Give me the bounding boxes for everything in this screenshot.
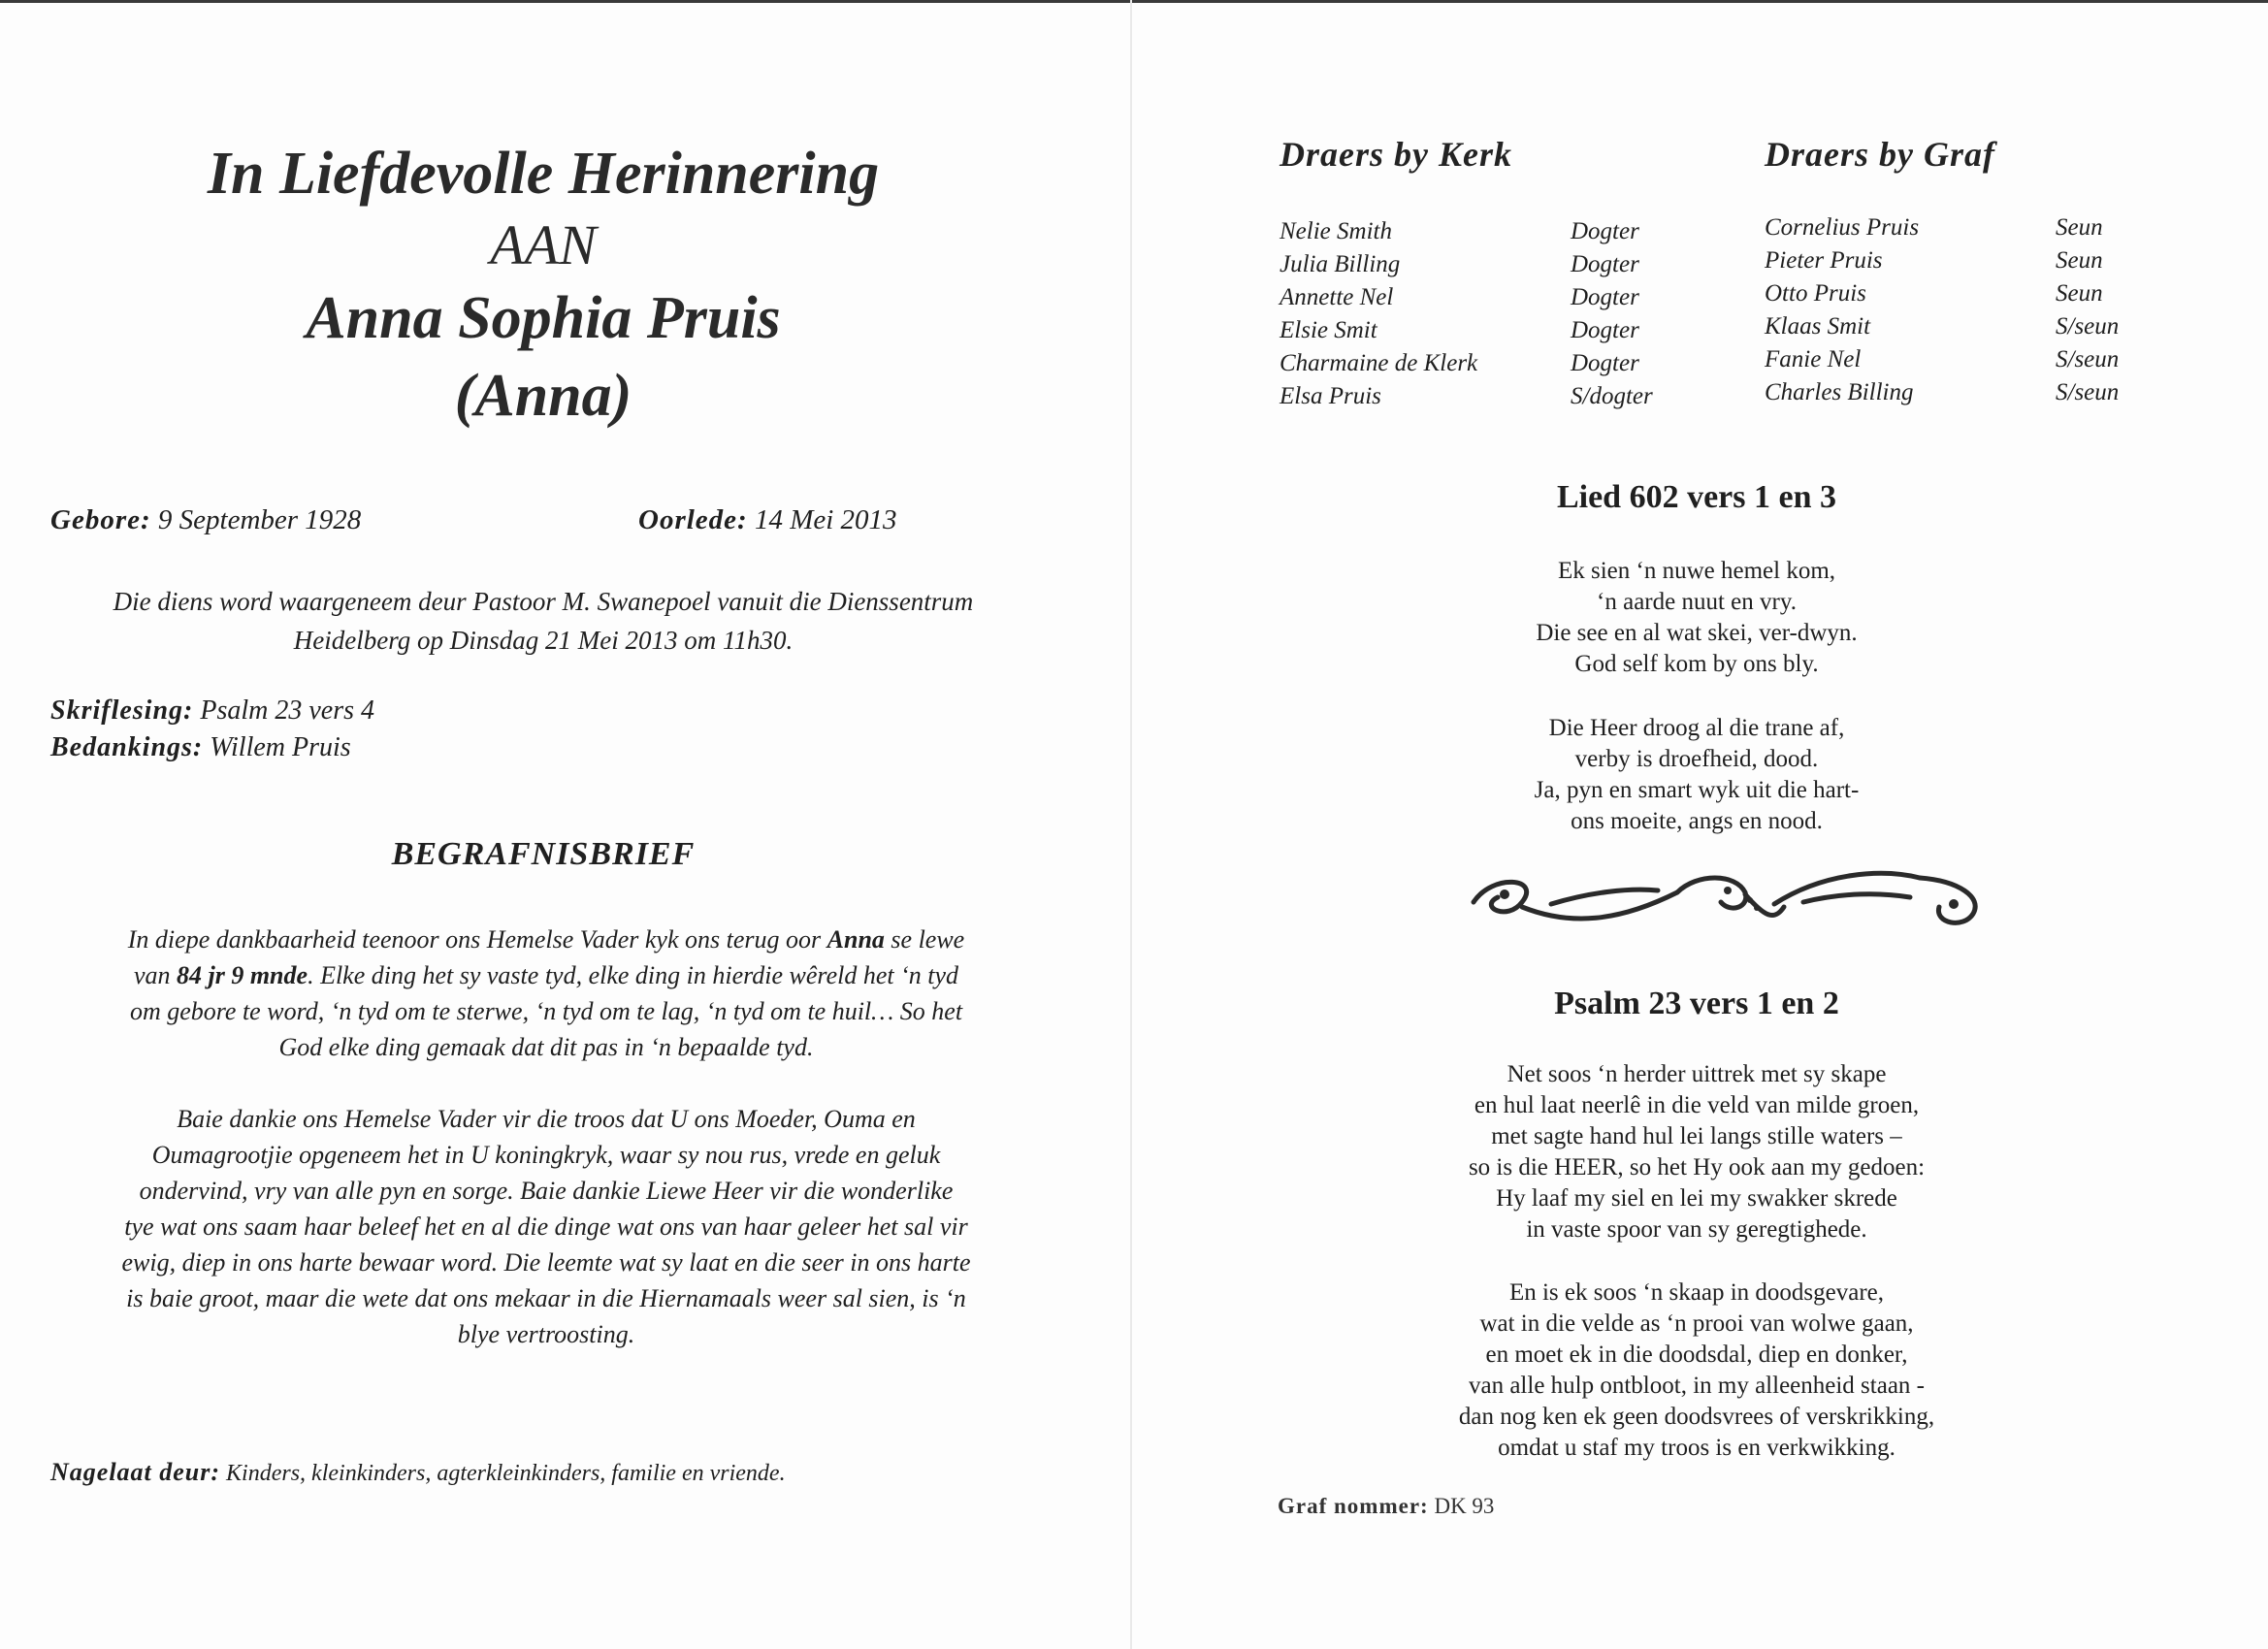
grave-bearer-name: Klaas Smit xyxy=(1765,313,1871,340)
p1-line-2 xyxy=(47,957,1046,993)
grave-bearer-relation: S/seun xyxy=(2056,379,2120,405)
heading-line-1: In Liefdevolle Herinnering xyxy=(207,141,880,207)
p1-line-2a: van xyxy=(133,961,177,989)
p1-line-2b: . Elke ding het sy vaste tyd, elke ding in hierdie wêreld het ‘n tyd xyxy=(308,961,959,989)
grave-bearer-name: Charles Billing xyxy=(1765,379,1914,405)
verse-line: ‘n aarde nuut en vry. xyxy=(1597,589,1797,615)
grave-bearer-relation: Seun xyxy=(2056,280,2103,307)
church-bearer-relation: Dogter xyxy=(1571,350,1639,376)
verse-line: so is die HEER, so het Hy ook aan my gedoen: xyxy=(1468,1154,1926,1180)
church-bearer-name: Elsa Pruis xyxy=(1280,383,1381,409)
survived-by xyxy=(50,1458,786,1487)
verse-line: wat in die velde as ‘n prooi van wolwe gaan, xyxy=(1479,1310,1914,1337)
service-line-1: Die diens word waargeneem deur Pastoor M. Swanepoel vanuit die Dienssentrum xyxy=(113,587,974,616)
p2-line-2: Oumagrootjie opgeneem het in U koningkryk, waar sy nou rus, vrede en geluk xyxy=(151,1141,941,1169)
verse-line: Ek sien ‘n nuwe hemel kom, xyxy=(1557,558,1836,584)
grave-number xyxy=(1278,1494,1494,1519)
died-date xyxy=(638,504,897,536)
p2-line-6: is baie groot, maar die wete dat ons mekaar in die Hiernamaals weer sal sien, is ‘n xyxy=(126,1284,966,1312)
p2-line-1: Baie dankie ons Hemelse Vader vir die troos dat U ons Moeder, Ouma en xyxy=(177,1105,916,1133)
verse-line: met sagte hand hul lei langs stille waters – xyxy=(1491,1123,1902,1149)
church-bearer-name: Charmaine de Klerk xyxy=(1280,350,1478,376)
grave-bearer-name: Cornelius Pruis xyxy=(1765,214,1920,241)
grave-bearer-relations xyxy=(2056,211,2119,409)
grave-number-value: DK 93 xyxy=(1434,1494,1495,1518)
grave-bearer-names xyxy=(1765,211,1919,409)
hymn-1-title: Lied 602 vers 1 en 3 xyxy=(1556,479,1837,515)
survived-value: Kinders, kleinkinders, agterkleinkinders, familie en vriende. xyxy=(226,1461,786,1486)
hymn-2-verse-2 xyxy=(1250,1277,2143,1464)
born-value: 9 September 1928 xyxy=(157,504,362,535)
born-date xyxy=(50,504,361,536)
survived-label: Nagelaat deur: xyxy=(50,1458,221,1486)
verse-line: dan nog ken ek geen doodsvrees of verskrikking, xyxy=(1458,1404,1935,1430)
grave-bearer-relation: S/seun xyxy=(2056,313,2120,340)
reading-and-thanks xyxy=(50,693,374,766)
church-bearer-names xyxy=(1280,215,1477,413)
church-bearer-relation: Dogter xyxy=(1571,251,1639,277)
p1-line-4: God elke ding gemaak dat dit pas in ‘n bepaalde tyd. xyxy=(278,1033,814,1061)
reading-row xyxy=(50,693,374,729)
verse-line: Die see en al wat skei, ver-dwyn. xyxy=(1536,620,1858,646)
verse-line: van alle hulp ontbloot, in my alleenheid staan - xyxy=(1468,1373,1926,1399)
church-bearer-relation: Dogter xyxy=(1571,284,1639,310)
verse-line: en moet ek in die doodsdal, diep en donker, xyxy=(1485,1342,1908,1368)
p2-line-4: tye wat ons saam haar beleef het en al die dinge wat ons van haar geleer het sal vir xyxy=(124,1212,968,1241)
church-bearer-relation: S/dogter xyxy=(1571,383,1653,409)
hymn-2-title: Psalm 23 vers 1 en 2 xyxy=(1554,986,1839,1021)
scroll-flourish-icon xyxy=(1454,854,1997,941)
verse-line: God self kom by ons bly. xyxy=(1574,651,1819,677)
verse-line: Ja, pyn en smart wyk uit die hart- xyxy=(1534,777,1860,803)
church-bearer-name: Julia Billing xyxy=(1280,251,1401,277)
died-label: Oorlede: xyxy=(638,504,748,535)
verse-line: En is ek soos ‘n skaap in doodsgevare, xyxy=(1508,1279,1885,1306)
grave-bearer-name: Fanie Nel xyxy=(1765,346,1862,372)
verse-line: Die Heer droog al die trane af, xyxy=(1548,715,1845,741)
hymn-2-verse-1 xyxy=(1250,1059,2143,1245)
died-value: 14 Mei 2013 xyxy=(754,504,897,535)
verse-line: en hul laat neerlê in die veld van milde groen, xyxy=(1474,1092,1920,1118)
grave-bearer-relation: S/seun xyxy=(2056,346,2120,372)
grave-number-label: Graf nommer: xyxy=(1278,1494,1429,1518)
church-bearer-relation: Dogter xyxy=(1571,317,1639,343)
verse-line: verby is droefheid, dood. xyxy=(1574,746,1819,772)
thanks-label: Bedankings: xyxy=(50,732,204,762)
p1-name: Anna xyxy=(826,925,885,954)
grave-bearer-name: Otto Pruis xyxy=(1765,280,1866,307)
church-bearer-name: Annette Nel xyxy=(1280,284,1394,310)
p1-age: 84 jr 9 mnde xyxy=(176,961,308,989)
thanks-value: Willem Pruis xyxy=(210,732,351,762)
verse-line: omdat u staf my troos is en verkwikking. xyxy=(1498,1435,1895,1461)
grave-bearer-name: Pieter Pruis xyxy=(1765,247,1883,274)
p1-line-1a: In diepe dankbaarheid teenoor ons Hemelse Vader kyk ons terug oor xyxy=(127,925,827,954)
letter-title: BEGRAFNISBRIEF xyxy=(391,836,696,872)
church-bearers-title: Draers by Kerk xyxy=(1280,135,1512,174)
hymn-1-verse-1 xyxy=(1250,556,2143,680)
born-label: Gebore: xyxy=(50,504,151,535)
church-bearer-relation: Dogter xyxy=(1571,218,1639,244)
letter-paragraph-1 xyxy=(47,922,1046,1065)
heading-line-2: AAN xyxy=(490,213,597,276)
verse-line: in vaste spoor van sy geregtighede. xyxy=(1526,1216,1867,1243)
memorial-heading xyxy=(87,136,999,435)
grave-bearers-title: Draers by Graf xyxy=(1765,135,1995,174)
p1-line-3: om gebore te word, ‘n tyd om te sterwe, ‘n tyd om te lag, ‘n tyd om te huil… So het xyxy=(129,997,963,1025)
church-bearer-name: Nelie Smith xyxy=(1280,218,1392,244)
p2-line-7: blye vertroosting. xyxy=(457,1320,635,1348)
reading-value: Psalm 23 vers 4 xyxy=(200,695,375,726)
letter-paragraph-2 xyxy=(47,1101,1046,1352)
reading-label: Skriflesing: xyxy=(50,695,194,726)
p1-line-1b: se lewe xyxy=(884,925,965,954)
verse-line: Net soos ‘n herder uittrek met sy skape xyxy=(1507,1061,1887,1087)
church-bearer-name: Elsie Smit xyxy=(1280,317,1377,343)
church-bearer-relations xyxy=(1571,215,1653,413)
p2-line-5: ewig, diep in ons harte bewaar word. Die leemte wat sy laat en die seer in ons harte xyxy=(121,1248,971,1277)
thanks-row xyxy=(50,729,374,766)
deceased-name: Anna Sophia Pruis xyxy=(306,285,781,351)
p1-line-1 xyxy=(47,922,1046,957)
grave-bearer-relation: Seun xyxy=(2056,214,2103,241)
service-info xyxy=(39,582,1048,660)
right-page xyxy=(1134,0,2268,1649)
hymn-1-verse-2 xyxy=(1250,713,2143,837)
p2-line-3: ondervind, vry van alle pyn en sorge. Baie dankie Liewe Heer vir die wonderlike xyxy=(139,1177,954,1205)
service-line-2: Heidelberg op Dinsdag 21 Mei 2013 om 11h30. xyxy=(293,626,794,655)
verse-line: ons moeite, angs en nood. xyxy=(1571,808,1823,834)
verse-line: Hy laaf my siel en lei my swakker skrede xyxy=(1496,1185,1897,1212)
deceased-nickname: (Anna) xyxy=(454,363,632,429)
grave-bearer-relation: Seun xyxy=(2056,247,2103,274)
